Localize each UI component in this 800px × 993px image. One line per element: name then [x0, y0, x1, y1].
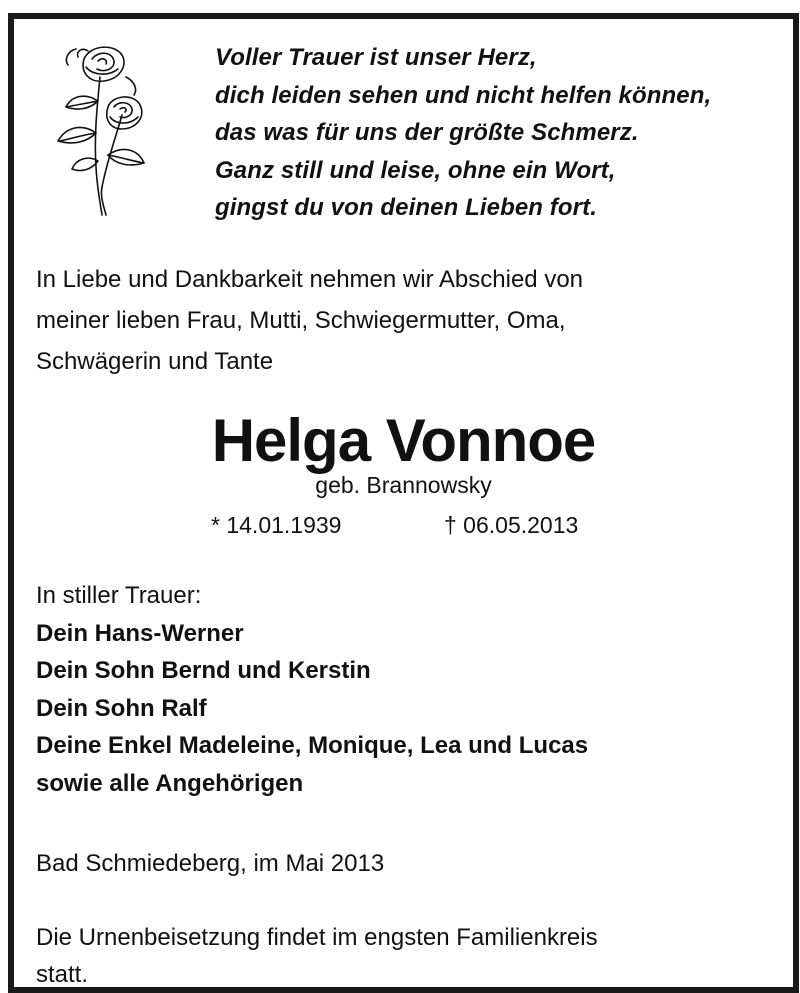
mourner-entry: Deine Enkel Madeleine, Monique, Lea und Lucas: [36, 732, 589, 759]
mourners-heading: In stiller Trauer:: [36, 582, 202, 609]
farewell-intro: [36, 259, 776, 382]
poem-line: Voller Trauer ist unser Herz,: [215, 44, 537, 71]
mourner-entry: Dein Hans-Werner: [36, 619, 244, 647]
place-date: Bad Schmiedeberg, im Mai 2013: [36, 850, 385, 877]
death-date: † 06.05.2013: [444, 512, 579, 538]
intro-line: meiner lieben Frau, Mutti, Schwiegermutter, Oma,: [36, 307, 566, 334]
mourner-entry: Dein Sohn Bernd und Kerstin: [36, 657, 371, 684]
note-line: statt.: [36, 961, 89, 988]
intro-line: Schwägerin und Tante: [36, 348, 274, 375]
obituary-frame: [8, 13, 799, 993]
poem-line: dich leiden sehen und nicht helfen können,: [215, 81, 712, 109]
burial-note: [36, 919, 776, 993]
mourners-list: [36, 577, 776, 802]
note-line: Die Urnenbeisetzung findet im engsten Familienkreis: [36, 924, 598, 951]
intro-line: In Liebe und Dankbarkeit nehmen wir Abschied von: [36, 266, 584, 293]
deceased-name: Helga Vonnoe: [211, 407, 596, 474]
poem-line: Ganz still und leise, ohne ein Wort,: [215, 156, 616, 184]
rose-icon: [42, 37, 152, 217]
birth-date: * 14.01.1939: [211, 512, 342, 538]
poem-line: gingst du von deinen Lieben fort.: [215, 194, 597, 221]
mourner-entry: Dein Sohn Ralf: [36, 694, 207, 722]
birth-name: geb. Brannowsky: [315, 472, 492, 498]
poem: [215, 39, 795, 227]
mourner-entry: sowie alle Angehörigen: [36, 769, 304, 797]
poem-line: das was für uns der größte Schmerz.: [215, 119, 639, 146]
